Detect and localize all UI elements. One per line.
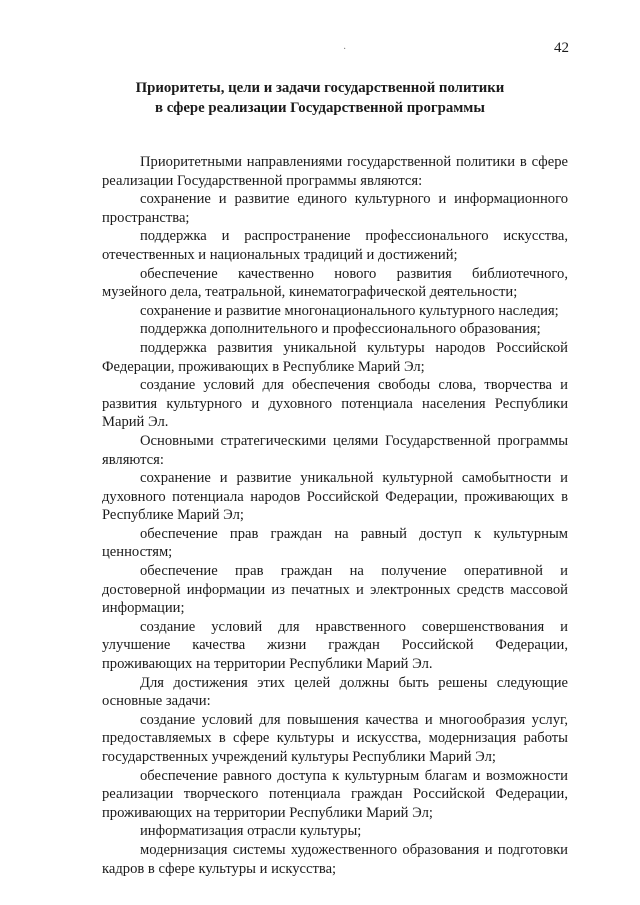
paragraph: сохранение и развитие единого культурного и информационного пространства; — [102, 191, 568, 226]
title-line-2: в сфере реализации Государственной программы — [155, 100, 485, 116]
section-title — [0, 78, 640, 118]
paragraph: Основными стратегическими целями Государственной программы являются: — [102, 432, 568, 468]
paragraph: создание условий для повышения качества и многообразия услуг, предоставляемых в сфере культуры и искусства, модернизация работы государственных учреждений культуры Республики Марий Эл; — [102, 711, 568, 765]
title-line-1: Приоритеты, цели и задачи государственной политики — [135, 80, 505, 96]
paragraph: поддержка и распространение профессионального искусства, отечественных и национальных традиций и достижений; — [102, 228, 568, 263]
paragraph: сохранение и развитие уникальной культурной самобытности и духовного потенциала народов Российской Федерации, проживающих в Республике Марий Эл; — [102, 470, 568, 524]
paragraph: обеспечение прав граждан на равный доступ к культурным ценностям; — [102, 525, 568, 561]
paragraph: Приоритетными направлениями государственной политики в сфере реализации Государственной программы являются: — [102, 154, 568, 189]
paragraph: Для достижения этих целей должны быть решены следующие основные задачи: — [102, 674, 568, 710]
paragraph: обеспечение равного доступа к культурным благам и возможности реализации творческого потенциала граждан Российской Федерации, проживающих на территории Республики Марий Эл; — [102, 767, 568, 821]
page-number: 42 — [554, 40, 569, 56]
stray-mark: · — [343, 44, 347, 55]
paragraph: информатизация отрасли культуры; — [140, 823, 362, 840]
paragraph: создание условий для обеспечения свободы слова, творчества и развития культурного и духовного потенциала населения Республики Марий Эл. — [102, 377, 568, 431]
paragraph: создание условий для нравственного совершенствования и улучшение качества жизни граждан Российской Федерации, проживающих на территории Республики Марий Эл. — [102, 618, 568, 673]
paragraph: модернизация системы художественного образования и подготовки кадров в сфере культуры и искусства; — [102, 841, 568, 877]
paragraph: сохранение и развитие многонационального культурного наследия; — [140, 302, 559, 319]
paragraph: поддержка дополнительного и профессионального образования; — [140, 321, 541, 338]
paragraph: поддержка развития уникальной культуры народов Российской Федерации, проживающих в Республике Марий Эл; — [102, 339, 568, 375]
paragraph: обеспечение прав граждан на получение оперативной и достоверной информации из печатных и электронных средств массовой информации; — [102, 563, 568, 617]
body-text — [102, 153, 568, 878]
paragraph: обеспечение качественно нового развития библиотечного, музейного дела, театральной, кинематографической деятельности; — [102, 265, 568, 301]
